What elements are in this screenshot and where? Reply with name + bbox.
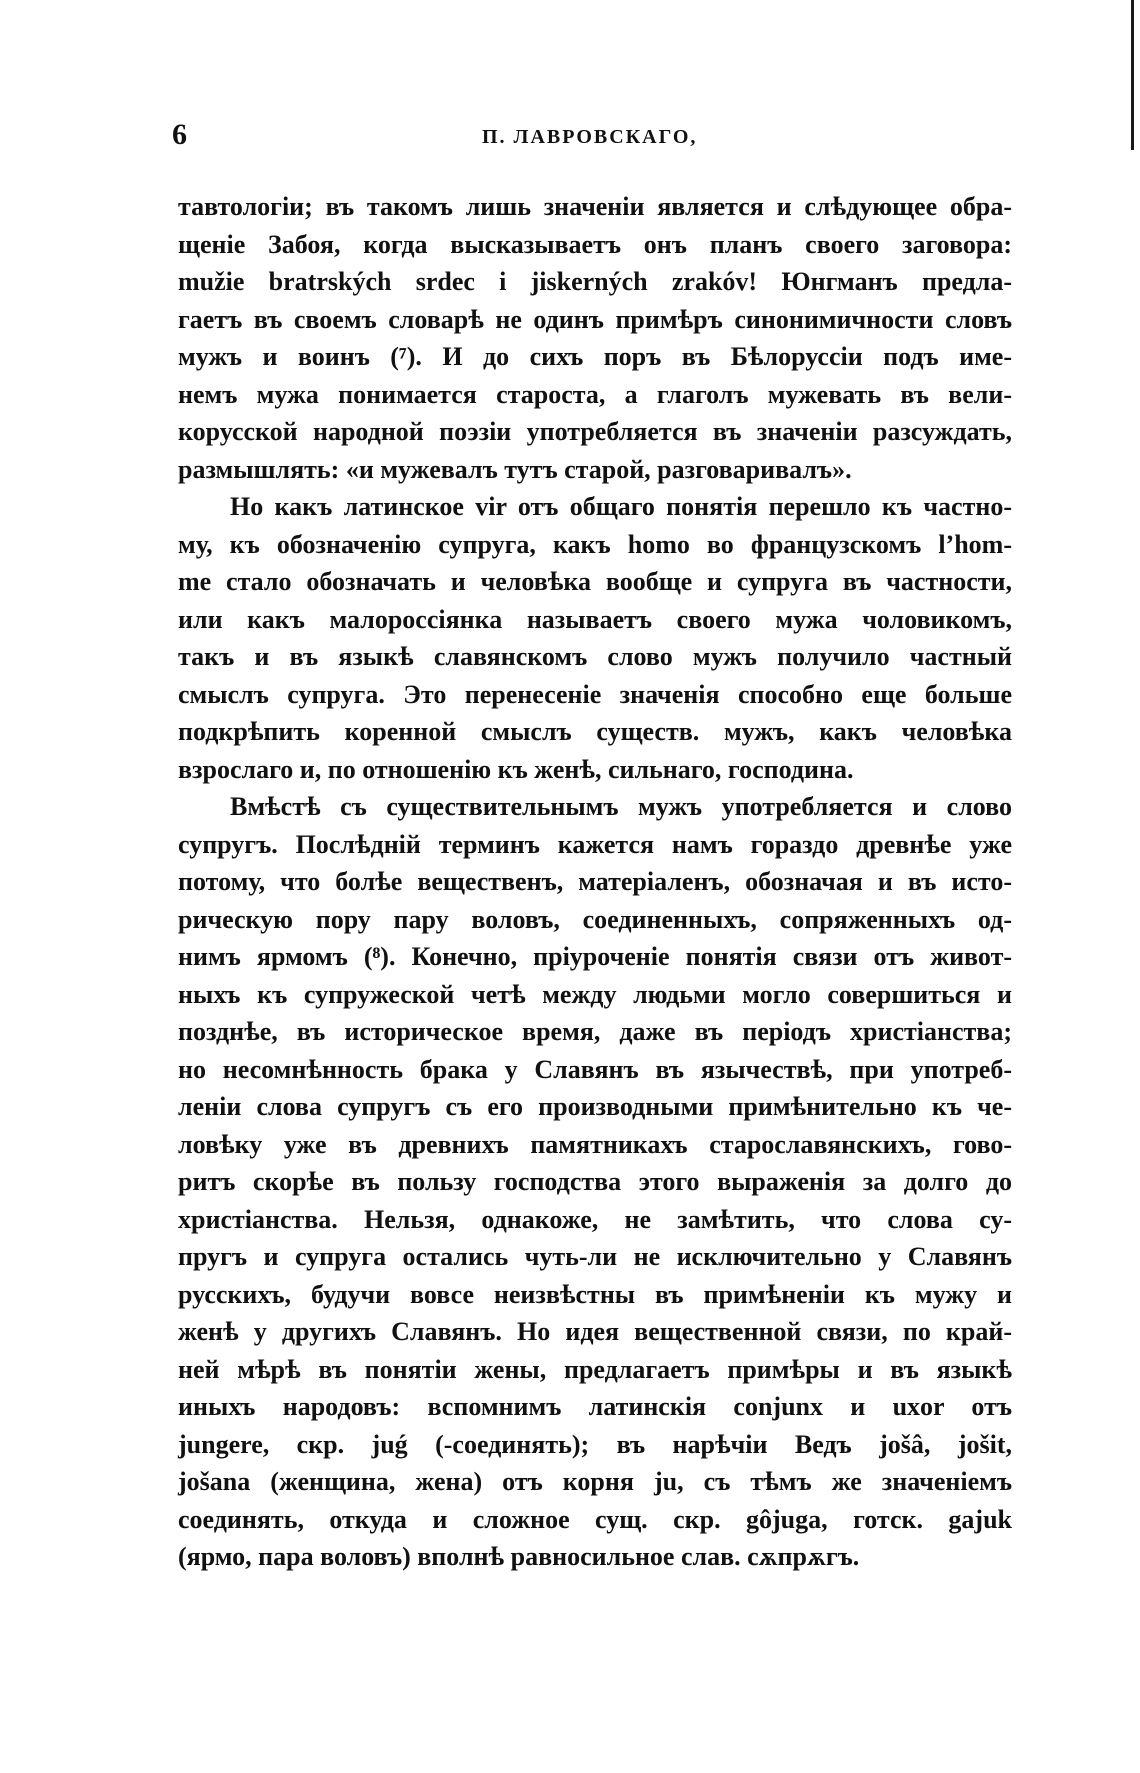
text-line: мужъ и воинъ (⁷). И до сихъ поръ въ Бѣлоруссіи подъ име-: [178, 342, 1012, 371]
text-line: нимъ ярмомъ (⁸). Конечно, пріуроченіе понятія связи отъ живот-: [178, 942, 1012, 971]
body-text: [178, 188, 1012, 1576]
text-line: размышлять: «и мужевалъ тутъ старой, разговаривалъ».: [178, 454, 852, 484]
text-line: ныхъ къ супружеской четѣ между людьми могло совершиться и: [178, 979, 1012, 1009]
text-line: подкрѣпить коренной смыслъ существ. мужъ, какъ человѣка: [178, 717, 1012, 746]
page-edge-line: [1131, 0, 1134, 150]
text-line: но несомнѣнность брака у Славянъ въ язычествѣ, при употреб-: [178, 1054, 1012, 1084]
text-line: такъ и въ языкѣ славянскомъ слово мужъ получило частный: [178, 642, 1012, 671]
running-head: [172, 118, 1012, 158]
text-line: (ярмо, пара воловъ) вполнѣ равносильное слав. сѫпрѫгъ.: [178, 1542, 860, 1571]
text-line: mužie bratrských srdec i jiskerných zrakóv! Юнгманъ предла-: [178, 267, 1012, 296]
text-line: ней мѣрѣ въ понятіи жены, предлагаетъ примѣры и въ языкѣ: [178, 1354, 1012, 1384]
text-line: jošana (женщина, жена) отъ корня ju, съ тѣмъ же значеніемъ: [178, 1467, 1012, 1496]
text-line: jungere, скр. juǵ (-соединять); въ нарѣчіи Ведъ jošâ, jošit,: [178, 1429, 1012, 1459]
text-line: Но какъ латинское vir отъ общаго понятія перешло къ частно-: [230, 492, 1012, 521]
text-line: ритъ скорѣе въ пользу господства этого выраженія за долго до: [178, 1167, 1012, 1196]
text-line: пругъ и супруга остались чуть-ли не исключительно у Славянъ: [178, 1242, 1012, 1271]
text-line: позднѣе, въ историческое время, даже въ періодъ христіанства;: [178, 1017, 1012, 1046]
text-line: леніи слова супругъ съ его производными примѣнительно къ че-: [178, 1092, 1012, 1121]
text-line: смыслъ супруга. Это перенесеніе значенія способно еще больше: [178, 679, 1012, 709]
running-title: П. ЛАВРОВСКАГО,: [482, 126, 698, 148]
text-line: корусской народной поэзіи употребляется въ значеніи разсуждать,: [178, 417, 1012, 446]
text-line: му, къ обозначенію супруга, какъ homo во французскомъ l’hom-: [178, 529, 1012, 559]
text-line: гаетъ въ своемъ словарѣ не одинъ примѣръ синонимичности словъ: [178, 304, 1012, 334]
text-line: супругъ. Послѣдній терминъ кажется намъ гораздо древнѣе уже: [178, 829, 1012, 859]
text-line: потому, что болѣе вещественъ, матеріаленъ, обозначая и въ исто-: [178, 867, 1012, 896]
text-line: Вмѣстѣ съ существительнымъ мужъ употребляется и слово: [230, 792, 1012, 821]
text-line: ловѣку уже въ древнихъ памятникахъ старославянскихъ, гово-: [178, 1129, 1012, 1159]
text-line: рическую пору пару воловъ, соединенныхъ, сопряженныхъ од-: [178, 904, 1012, 934]
text-line: иныхъ народовъ: вспомнимъ латинскія conjunx и uxor отъ: [178, 1392, 1012, 1421]
text-line: взрослаго и, по отношенію къ женѣ, сильнаго, господина.: [178, 754, 854, 784]
text-line: щеніе Забоя, когда высказываетъ онъ планъ своего заговора:: [178, 229, 1012, 259]
text-line: христіанства. Нельзя, однакоже, не замѣтить, что слова су-: [178, 1204, 1012, 1234]
page-number: 6: [172, 118, 187, 151]
text-line: русскихъ, будучи вовсе неизвѣстны въ примѣненіи къ мужу и: [178, 1279, 1012, 1309]
text-line: или какъ малороссіянка называетъ своего мужа чоловикомъ,: [178, 604, 1012, 634]
text-line: немъ мужа понимается староста, а глаголъ мужевать въ вели-: [178, 379, 1012, 409]
text-line: женѣ у другихъ Славянъ. Но идея вещественной связи, по край-: [178, 1317, 1012, 1346]
text-line: соединять, откуда и сложное сущ. скр. gôjuga, готск. gajuk: [178, 1504, 1012, 1534]
text-line: me стало обозначать и человѣка вообще и супруга въ частности,: [178, 567, 1012, 596]
text-line: тавтологіи; въ такомъ лишь значеніи является и слѣдующее обра-: [178, 192, 1012, 221]
